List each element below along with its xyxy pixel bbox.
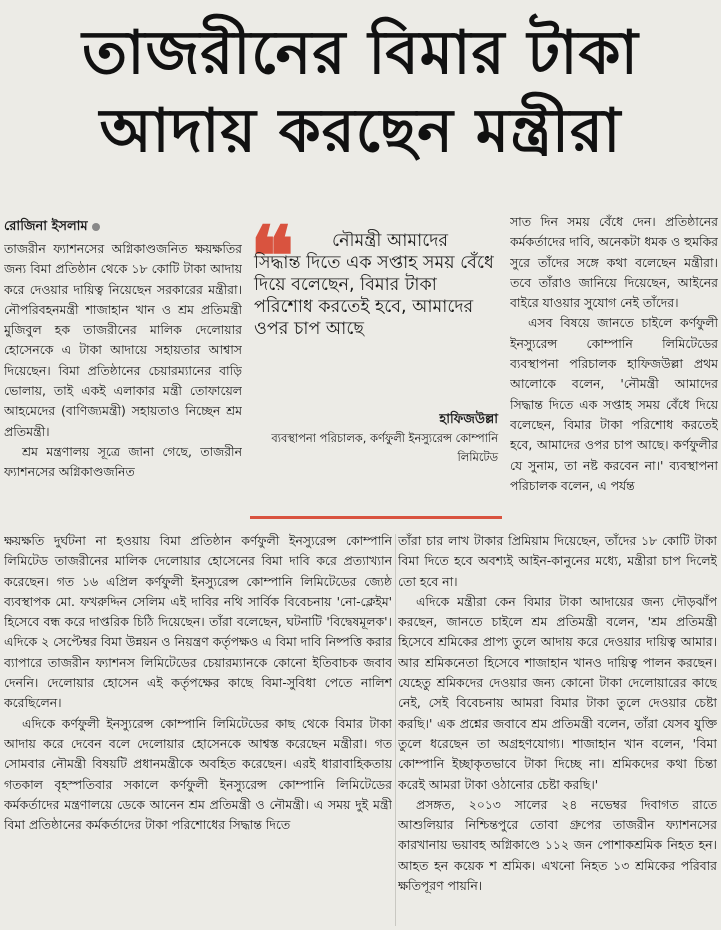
headline-line-2: আদায় করছেন মন্ত্রীরা (99, 96, 622, 166)
headline-line-1: তাজরীনের বিমার টাকা (82, 18, 639, 88)
pull-quote-name: হাফিজউল্লা (439, 412, 498, 427)
bottom-left-paragraph: এদিকে কর্ণফুলী ইনস্যুরেন্স কোম্পানি লিমিটেডের কাছ থেকে বিমার টাকা আদায় করে দেবেন বলে দেলোয়ার হোসেনকে আশ্বস্ত করেছেন মন্ত্রীরা। গত সোমবার নৌমন্ত্রী বিষয়টি প্রধানমন্ত্রীকে অবহিত করেছেন। এরই ধারাবাহিকতায় গতকাল বৃহস্পতিবার সকালে কর্ণফুলী ইনস্যুরেন্স কোম্পানি লিমিটেডের কর্মকর্তাদের মন্ত্রণালয়ে ডেকে আনেন শ্রম প্রতিমন্ত্রী ও নৌমন্ত্রী। এ সময় দুই মন্ত্রী বিমা প্রতিষ্ঠানের কর্মকর্তাদের টাকা পরিশোধের সিদ্ধান্ত দিতে (4, 715, 392, 833)
column-3-paragraph: সাত দিন সময় বেঁধে দেন। প্রতিষ্ঠানের কর্মকর্তাদের দাবি, অনেকটা ধমক ও হুমকির সুরে তাঁদের সঙ্গে কথা বলেছেন মন্ত্রীরা। তবে তাঁরাও জানিয়ে দিয়েছেন, আইনের বাইরে যাওয়ার সুযোগ নেই তাঁদের। (510, 214, 718, 311)
column-1-paragraph: শ্রম মন্ত্রণালয় সূত্রে জানা গেছে, তাজরীন ফ্যাশনসের অগ্নিকাণ্ডজনিত (4, 443, 242, 480)
column-1 (4, 239, 242, 529)
pull-quote-designation: ব্যবস্থাপনা পরিচালক, কর্ণফুলী ইনস্যুরেন্স কোম্পানি লিমিটেড (271, 431, 498, 464)
column-3-paragraph: এসব বিষয়ে জানতে চাইলে কর্ণফুলী ইনস্যুরেন্স কোম্পানি লিমিটেডের ব্যবস্থাপনা পরিচালক হাফিজউল্লা প্রথম আলোকে বলেন, 'নৌমন্ত্রী আমাদের সিদ্ধান্ত দিতে এক সপ্তাহ সময় বেঁধে দিয়ে বলেছেন, বিমার টাকা পরিশোধ করতেই হবে, আমাদের ওপর চাপ আছে। কর্ণফুলীর যে সুনাম, তা নষ্ট করবেন না।' ব্যবস্থাপনা পরিচালক বলেন, এ পর্যন্ত (510, 315, 718, 493)
bottom-right-paragraph: তাঁরা চার লাখ টাকার প্রিমিয়াম দিয়েছেন, তাঁদের ১৮ কোটি টাকা বিমা দিতে হবে অবশ্যই আইন-কানুনের মধ্যে, মন্ত্রীরা চাপ দিলেই তো হবে না। (398, 533, 717, 589)
pull-quote (250, 209, 502, 522)
byline (4, 218, 254, 236)
pull-quote-rule (250, 516, 502, 519)
bottom-right-column (398, 531, 717, 930)
bottom-left-column (4, 531, 392, 930)
byline-author: রোজিনা ইসলাম (4, 219, 88, 234)
column-3 (510, 212, 718, 532)
pull-quote-text: নৌমন্ত্রী আমাদের সিদ্ধান্ত দিতে এক সপ্তাহ সময় বেঁধে দিয়ে বলেছেন, বিমার টাকা পরিশোধ করতেই হবে, আমাদের ওপর চাপ আছে (254, 231, 494, 339)
headline (0, 14, 721, 170)
bottom-right-paragraph: প্রসঙ্গত, ২০১৩ সালের ২৪ নভেম্বর দিবাগত রাতে আশুলিয়ার নিশ্চিন্তপুরে তোবা গ্রুপের তাজরীন ফ্যাশনসের কারখানায় ভয়াবহ অগ্নিকাণ্ডে ১১২ জন পোশাকশ্রমিক নিহত হন। আহত হন কয়েক শ শ্রমিক। এখনো নিহত ১৩ শ্রমিকের পরিবার ক্ষতিপূরণ পায়নি। (398, 796, 717, 894)
quote-mark-icon: ❝ (250, 209, 295, 305)
bottom-left-paragraph: ক্ষয়ক্ষতি দুর্ঘটনা না হওয়ায় বিমা প্রতিষ্ঠান কর্ণফুলী ইনস্যুরেন্স কোম্পানি লিমিটেড তাজরীনের মালিক দেলোয়ার হোসেনের বিমা দাবি করে প্রত্যাখ্যান করেছেন। গত ১৬ এপ্রিল কর্ণফুলী ইনস্যুরেন্স কোম্পানি লিমিটেডের জ্যেষ্ঠ ব্যবস্থাপক মো. ফখরুদ্দিন সেলিম এই দাবির নথি সার্বিক বিবেচনায় 'নো-ক্লেইম' হিসেবে বন্ধ করে দাপ্তরিক চিঠি দিয়েছেন। তাঁরা বলেছেন, ঘটনাটি 'বিদ্বেষমূলক'। এদিকে ২ সেপ্টেম্বর বিমা উন্নয়ন ও নিয়ন্ত্রণ কর্তৃপক্ষও এ বিমা দাবি নিষ্পত্তি করার ব্যাপারে তাজরীন ফ্যাশনস লিমিটেডের চেয়ারম্যানকে কোনো ইতিবাচক জবাব দেননি। দেলোয়ার হোসেন এই কর্তৃপক্ষের কাছে বিমা-সুবিধা পেতে নালিশ করেছিলেন। (4, 533, 392, 711)
column-1-paragraph: তাজরীন ফ্যাশনসের অগ্নিকাণ্ডজনিত ক্ষয়ক্ষতির জন্য বিমা প্রতিষ্ঠান থেকে ১৮ কোটি টাকা আদায় করে দেওয়ার দায়িত্ব নিয়েছেন সরকারের মন্ত্রীরা। নৌপরিবহনমন্ত্রী শাজাহান খান ও শ্রম প্রতিমন্ত্রী মুজিবুল হক তাজরীনের মালিক দেলোয়ার হোসেনকে এ টাকা আদায়ে সহায়তার আশ্বাস দিয়েছেন। বিমা প্রতিষ্ঠানের চেয়ারম্যানের বাড়ি ভোলায়, তাই একই এলাকার মন্ত্রী তোফায়েল আহমেদের (বাণিজ্যমন্ত্রী) সহায়তাও নিচ্ছেন শ্রম প্রতিমন্ত্রী। (4, 241, 242, 439)
bottom-right-paragraph: এদিকে মন্ত্রীরা কেন বিমার টাকা আদায়ের জন্য দৌড়ঝাঁপ করছেন, জানতে চাইলে শ্রম প্রতিমন্ত্রী বলেন, 'শ্রম প্রতিমন্ত্রী হিসেবে শ্রমিকের প্রাপ্য তুলে আদায় করে দেওয়ার দায়িত্ব আমার। আর শ্রমিকনেতা হিসেবে শাজাহান খানও দায়িত্ব পালন করছেন। যেহেতু শ্রমিকদের দেওয়ার জন্য কোনো টাকা দেলোয়ারের কাছে নেই, সেই বিবেচনায় আমরা বিমার টাকা তুলে দেওয়ার চেষ্টা করছি।' এক প্রশ্নের জবাবে শ্রম প্রতিমন্ত্রী বলেন, তাঁরা যেসব যুক্তি তুলে ধরেছেন তা অগ্রহণযোগ্য। শাজাহান খান বলেন, 'বিমা কোম্পানি ইচ্ছাকৃতভাবে টাকা দিচ্ছে না। শ্রমিকদের কথা চিন্তা করেই আমরা টাকা ওঠানোর চেষ্টা করছি।' (398, 593, 717, 792)
column-divider (395, 534, 396, 926)
byline-bullet-icon (92, 223, 100, 231)
